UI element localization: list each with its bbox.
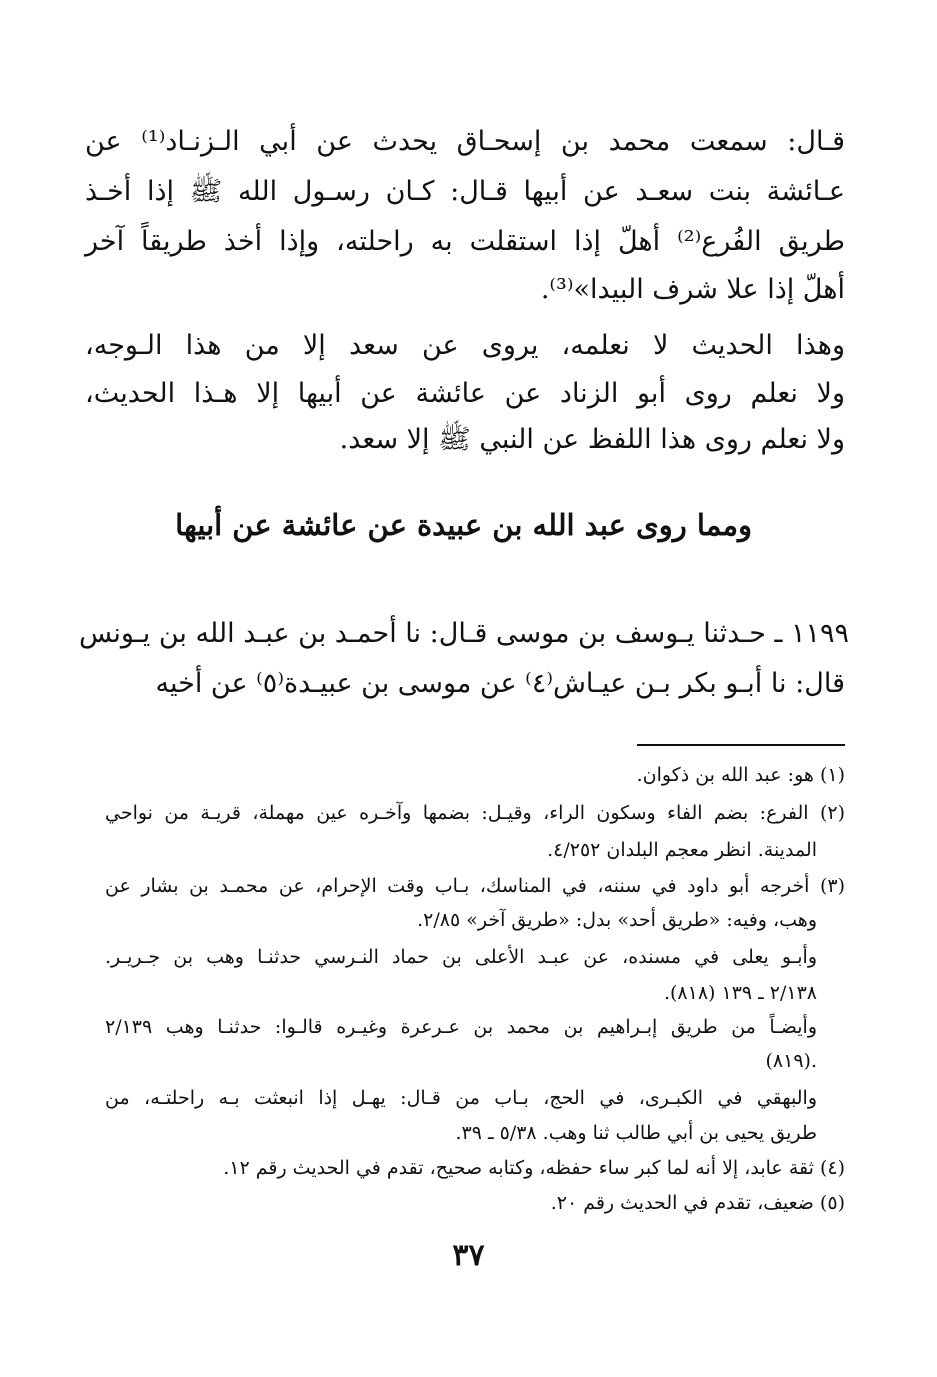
footnote-3-line-8: طريق يحيى بن أبي طالب ثنا وهب. ٥/٣٨ ـ ٣٩. xyxy=(455,1122,817,1144)
paragraph1-line-1: قـال: سمعت محمد بن إسحـاق يحدث عن أبي الـزنـاد⁽¹⁾ عن xyxy=(85,126,845,157)
footnote-separator xyxy=(637,744,845,746)
footnote-3-line-5: وأيضـاً من طريق إبـراهيم بن محمد بن عـرعرة وغيـره قالـوا: حدثنـا وهب ٢/١٣٩ xyxy=(105,1016,817,1038)
footnote-3-line-7: والبهقي في الكبـرى، في الحج، بـاب من قـال: يهـل إذا انبعثت بـه راحلتـه، من xyxy=(105,1087,817,1109)
hadith-line-2: قال: نا أبـو بكر بـن عيـاش⁽٤⁾ عن موسى بن عبيـدة⁽٥⁾ عن أخيه xyxy=(155,668,845,699)
page-number: ٣٧ xyxy=(452,1238,485,1273)
footnote-5: (٥) ضعيف، تقدم في الحديث رقم ٢٠. xyxy=(550,1192,845,1214)
paragraph2-line-2: ولا نعلم روى أبو الزناد عن عائشة عن أبيها إلا هـذا الحديث، xyxy=(85,378,845,409)
paragraph1-line-2: عـائشة بنت سعـد عن أبيها قـال: كـان رسـول الله ﷺ إذا أخـذ xyxy=(85,176,845,207)
section-heading: ومما روى عبد الله بن عبيدة عن عائشة عن أبيها xyxy=(175,508,752,542)
footnote-2-line-2: المدينة. انظر معجم البلدان ٤/٢٥٢. xyxy=(547,839,817,861)
paragraph2-line-3: ولا نعلم روى هذا اللفظ عن النبي ﷺ إلا سعد. xyxy=(339,424,845,455)
footnote-3-line-3: وأبـو يعلى في مسنده، عن عبـد الأعلى بن حماد النـرسي حدثنـا وهب بن جـريـر. xyxy=(105,946,817,968)
paragraph2-line-1: وهذا الحديث لا نعلمه، يروى عن سعد إلا من هذا الـوجه، xyxy=(85,330,845,361)
footnote-4: (٤) ثقة عابد، إلا أنه لما كبر ساء حفظه، وكتابه صحيح، تقدم في الحديث رقم ١٢. xyxy=(223,1157,845,1179)
hadith-line-1: ١١٩٩ ـ حـدثنا يـوسف بن موسى قـال: نا أحمـد بن عبـد الله بن يـونس xyxy=(78,618,849,649)
footnote-2-line-1: (٢) الفرع: بضم الفاء وسكون الراء، وقيـل: بضمها وآخـره عين مهملة، قريـة من نواحي xyxy=(105,802,845,824)
footnote-3-line-2: وهب، وفيه: «طريق أحد» بدل: «طريق آخر» ٢/٨٥. xyxy=(417,909,817,931)
paragraph1-line-3: طريق الفُرع⁽²⁾ أهلّ إذا استقلت به راحلته، وإذا أخذ طريقاً آخر xyxy=(85,226,845,257)
footnote-3-line-6: (٨١٩). xyxy=(765,1050,817,1072)
footnote-3-line-1: (٣) أخرجه أبو داود في سننه، في المناسك، بـاب وقت الإحرام، عن محمـد بن بشار عن xyxy=(105,875,845,897)
paragraph1-line-4: أهلّ إذا علا شرف البيدا»⁽³⁾. xyxy=(540,274,845,305)
footnote-1: (١) هو: عبد الله بن ذكوان. xyxy=(636,764,845,786)
footnote-3-line-4: ٢/١٣٨ ـ ١٣٩ (٨١٨). xyxy=(663,982,817,1004)
